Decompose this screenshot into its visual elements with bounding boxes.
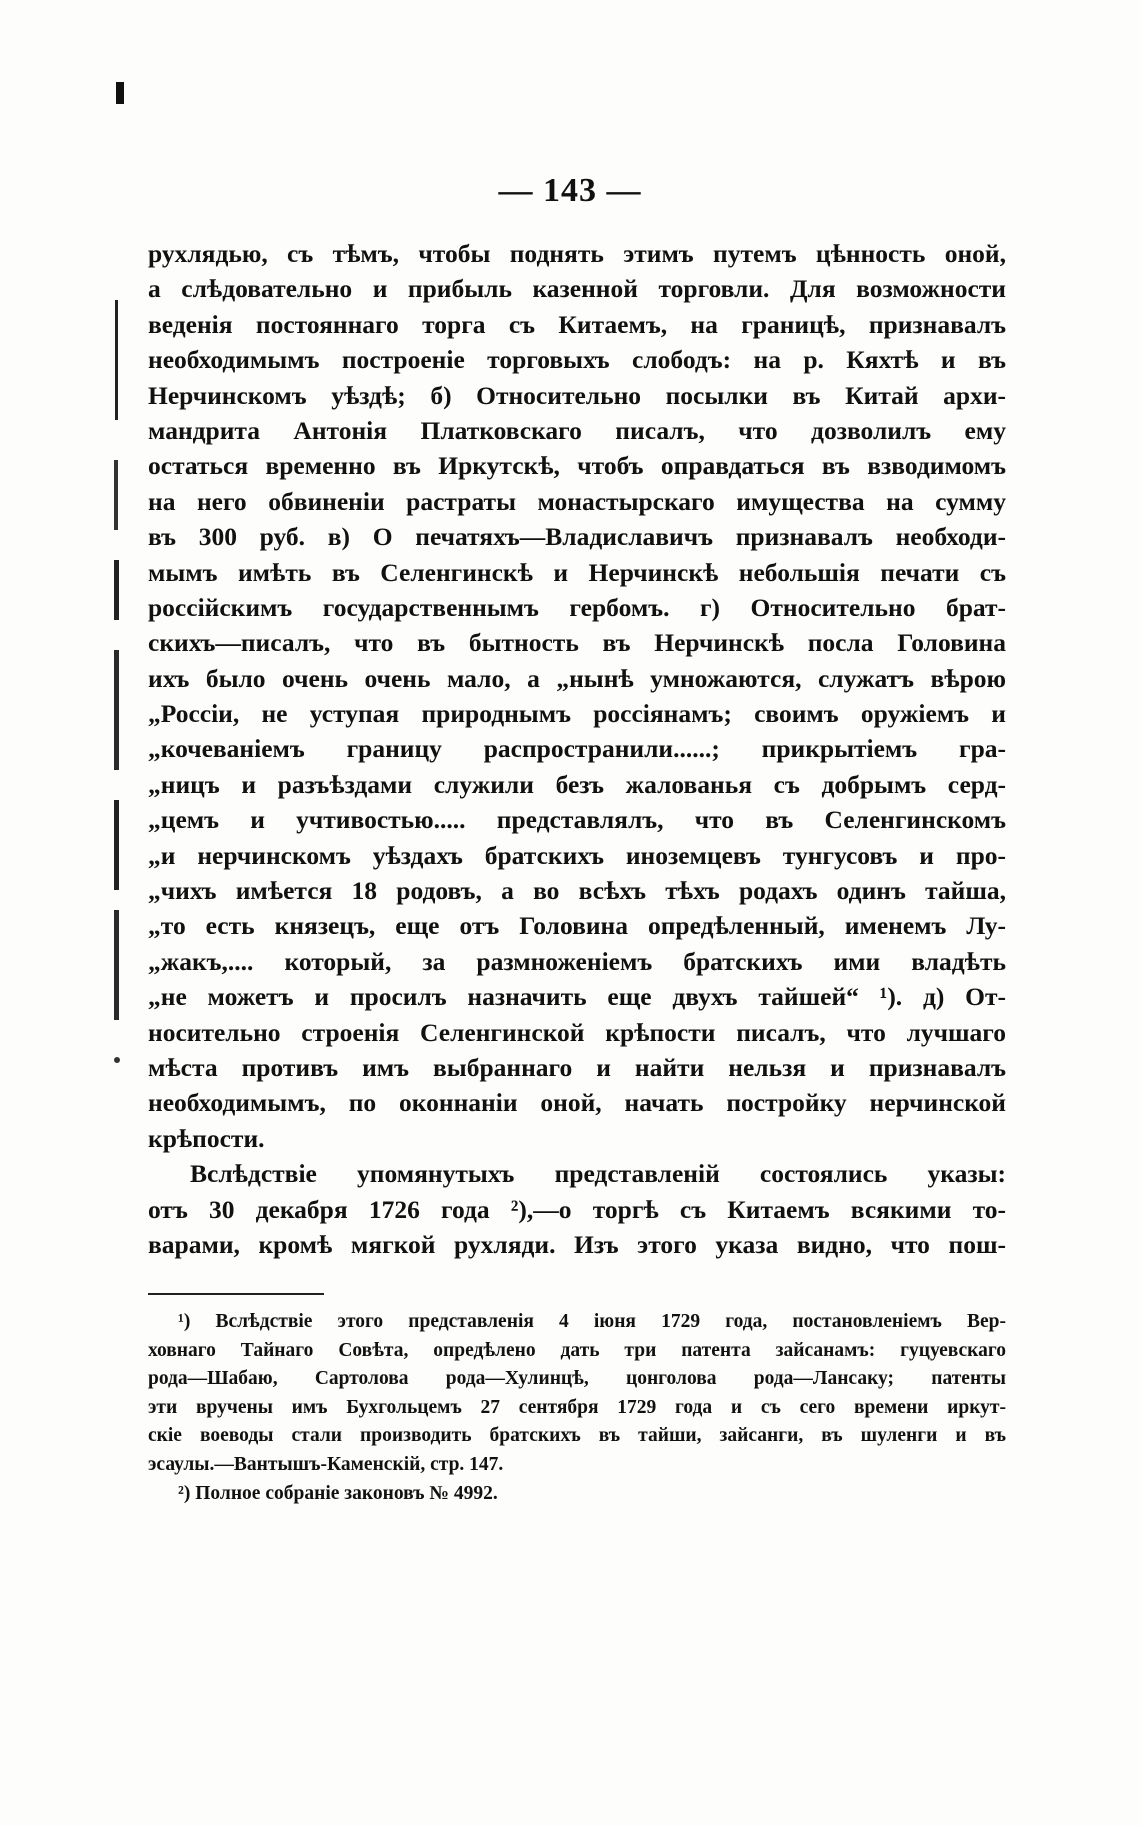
text-line: „цемъ и учтивостью..... представлялъ, что въ Селенгинскомъ: [148, 805, 1006, 835]
footnote-divider: [148, 1293, 324, 1295]
footnote-line: рода—Шабаю, Сартолова рода—Хулинцѣ, цонголова рода—Лансаку; патенты: [148, 1368, 1006, 1390]
text-line: ихъ было очень очень мало, а „нынѣ умножаются, служатъ вѣрою: [148, 663, 1006, 693]
text-line: „не можетъ и просилъ назначить еще двухъ тайшей“ ¹). д) От-: [148, 982, 1006, 1012]
text-line: россійскимъ государственнымъ гербомъ. г) Относительно брат-: [148, 592, 1006, 622]
text-line: „жакъ,.... который, за размноженіемъ братскихъ ими владѣть: [148, 946, 1006, 976]
text-line: необходимымъ, по оконнаніи оной, начать постройку нерчинской: [148, 1088, 1006, 1118]
footnote-line: эти вручены имъ Бухгольцемъ 27 сентября 1729 года и съ сего времени иркут-: [148, 1396, 1006, 1418]
footnote-line: ²) Полное собраніе законовъ № 4992.: [178, 1482, 498, 1504]
text-line: отъ 30 декабря 1726 года ²),—о торгѣ съ Китаемъ всякими то-: [148, 1194, 1006, 1224]
text-line: на него обвиненіи растраты монастырскаго имущества на сумму: [148, 486, 1006, 516]
text-line: крѣпости.: [148, 1123, 265, 1153]
margin-stamp: [112, 300, 122, 1100]
text-line: мѣста противъ имъ выбраннаго и найти нельзя и признавалъ: [148, 1052, 1006, 1082]
text-line: Нерчинскомъ уѣздѣ; б) Относительно посылки въ Китай архи-: [148, 380, 1006, 410]
text-line: носительно строенія Селенгинской крѣпости писалъ, что лучшаго: [148, 1017, 1006, 1047]
scan-corner-mark: [116, 82, 124, 104]
text-line: скихъ—писалъ, что въ бытность въ Нерчинскѣ посла Головина: [148, 628, 1006, 658]
text-line: необходимымъ построеніе торговыхъ слободъ: на р. Кяхтѣ и въ: [148, 345, 1006, 375]
text-line: „ницъ и разъѣздами служили безъ жалованья съ добрымъ серд-: [148, 769, 1006, 799]
text-line: варами, кромѣ мягкой рухляди. Изъ этого указа видно, что пош-: [148, 1229, 1006, 1259]
body-text: [148, 236, 1006, 1262]
text-line: рухлядью, съ тѣмъ, чтобы поднять этимъ путемъ цѣнность оной,: [148, 239, 1006, 268]
text-line: мымъ имѣть въ Селенгинскѣ и Нерчинскѣ небольшія печати съ: [148, 557, 1006, 587]
text-line: веденія постояннаго торга съ Китаемъ, на границѣ, признавалъ: [148, 309, 1006, 339]
text-line: Вслѣдствіе упомянутыхъ представленій состоялись указы:: [190, 1159, 1006, 1189]
text-line: въ 300 руб. в) О печатяхъ—Владиславичъ признавалъ необходи-: [148, 522, 1006, 552]
footnote-line: эсаулы.—Вантышъ-Каменскій, стр. 147.: [148, 1453, 504, 1475]
text-line: а слѣдовательно и прибыль казенной торговли. Для возможности: [148, 274, 1006, 304]
text-line: мандрита Антонія Платковскаго писалъ, что дозволилъ ему: [148, 415, 1006, 445]
text-line: „Россіи, не уступая природнымъ россіянамъ; своимъ оружіемъ и: [148, 699, 1006, 729]
text-line: „то есть князецъ, еще отъ Головина опредѣленный, именемъ Лу-: [148, 911, 1006, 941]
text-line: „и нерчинскомъ уѣздахъ братскихъ иноземцевъ тунгусовъ и про-: [148, 840, 1006, 870]
footnote-line: ховнаго Тайнаго Совѣта, опредѣлено дать три патента зайсанамъ: гуцуевскаго: [148, 1339, 1006, 1361]
footnote-line: скіе воеводы стали производить братскихъ въ тайши, зайсанги, въ шуленги и въ: [148, 1425, 1006, 1447]
text-line: „чихъ имѣется 18 родовъ, а во всѣхъ тѣхъ родахъ одинъ тайша,: [148, 876, 1006, 906]
footnotes: [148, 1308, 1006, 1508]
text-line: остаться временно въ Иркутскѣ, чтобъ оправдаться въ взводимомъ: [148, 451, 1006, 481]
text-line: „кочеваніемъ границу распространили......; прикрытіемъ гра-: [148, 734, 1006, 764]
page-number: — 143 —: [498, 172, 642, 209]
footnote-line: ¹) Вслѣдствіе этого представленія 4 іюня 1729 года, постановленіемъ Вер-: [178, 1311, 1006, 1332]
